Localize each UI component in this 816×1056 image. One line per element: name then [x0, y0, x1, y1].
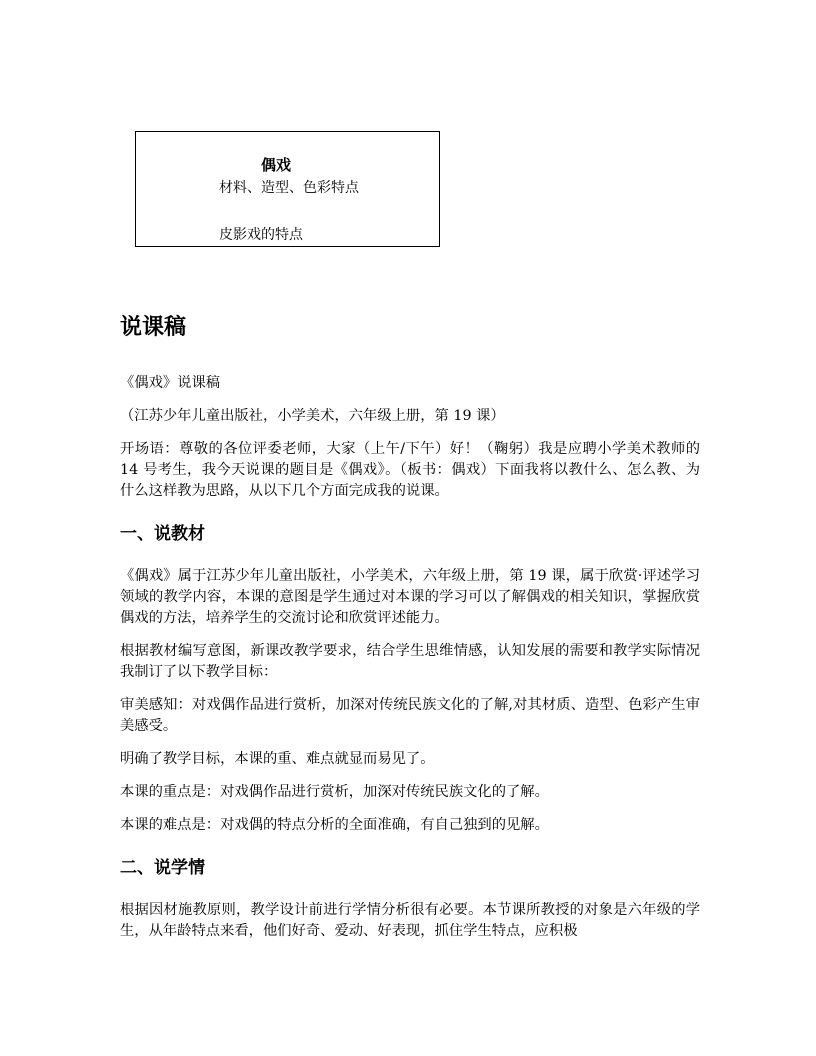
document-body: [120, 312, 700, 954]
textbook-paragraph-2: 根据教材编写意图，新课改教学要求，结合学生思维情感，认知发展的需要和教学实际情况我制订了以下教学目标：: [120, 643, 700, 680]
section-heading-textbook: 一、说教材: [120, 524, 205, 544]
textbook-paragraph-6: 本课的难点是：对戏偶的特点分析的全面准确，有自己独到的见解。: [120, 817, 549, 833]
board-line-features: 材料、造型、色彩特点: [219, 180, 359, 196]
students-paragraph-1: 根据因材施教原则，教学设计前进行学情分析很有必要。本节课所教授的对象是六年级的学生，从年龄特点来看，他们好奇、爱动、好表现，抓住学生特点，应积极: [120, 902, 700, 939]
blackboard-plan-box: [135, 131, 440, 247]
board-line-shadow-play: 皮影戏的特点: [219, 227, 303, 243]
textbook-paragraph-3: 审美感知：对戏偶作品进行赏析，加深对传统民族文化的了解,对其材质、造型、色彩产生审美感受。: [120, 697, 700, 734]
board-title: 偶戏: [261, 156, 292, 174]
document-subtitle: 《偶戏》说课稿: [120, 375, 221, 391]
document-title: 说课稿: [120, 314, 187, 340]
textbook-paragraph-4: 明确了教学目标，本课的重、难点就显而易见了。: [120, 751, 435, 767]
textbook-paragraph-1: 《偶戏》属于江苏少年儿童出版社，小学美术，六年级上册，第 19 课，属于欣赏·评述学习领域的教学内容，本课的意图是学生通过对本课的学习可以了解偶戏的相关知识，掌握欣赏偶戏的方法，培养学生的交流讨论和欣赏评述能力。: [120, 568, 700, 626]
textbook-source: （江苏少年儿童出版社，小学美术，六年级上册，第 19 课）: [120, 408, 505, 424]
textbook-paragraph-5: 本课的重点是：对戏偶作品进行赏析，加深对传统民族文化的了解。: [120, 784, 549, 800]
opening-paragraph: 开场语：尊敬的各位评委老师，大家（上午/下午）好！（鞠躬）我是应聘小学美术教师的 14 号考生，我今天说课的题目是《偶戏》。（板书：偶戏）下面我将以教什么、怎么教、为什么这样教为思路，从以下几个方面完成我的说课。: [120, 441, 700, 499]
section-heading-students: 二、说学情: [120, 858, 205, 878]
